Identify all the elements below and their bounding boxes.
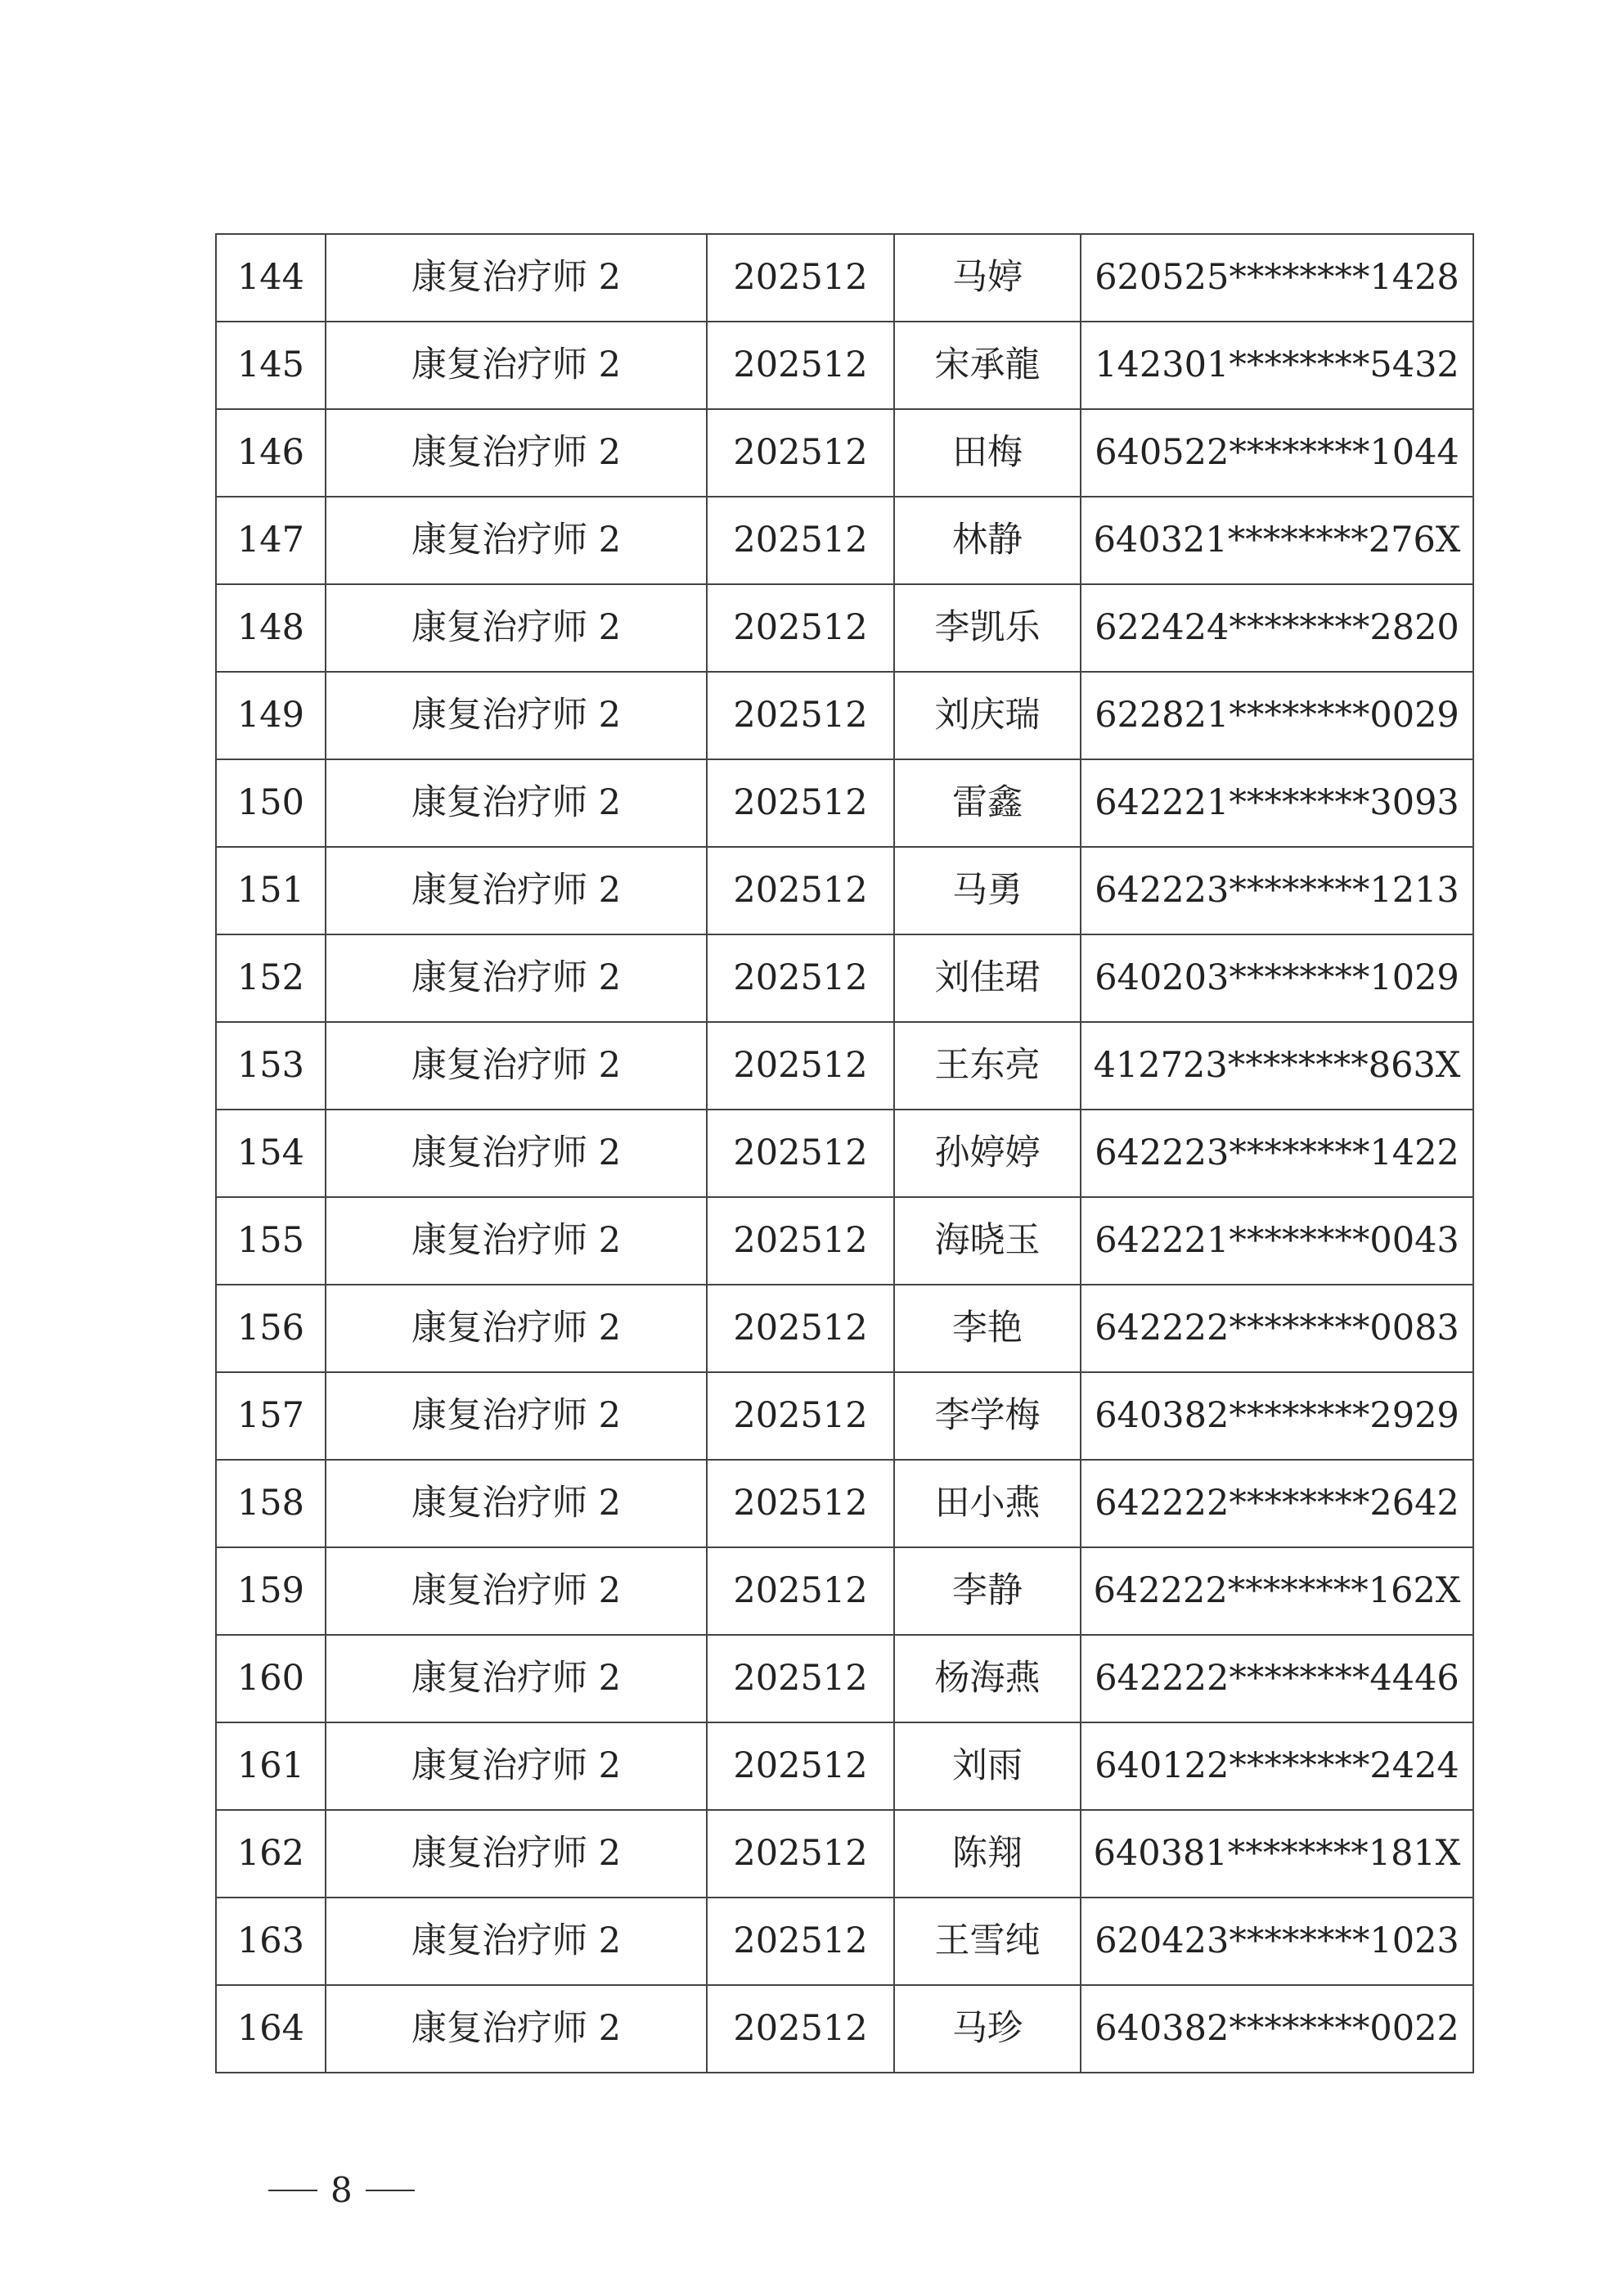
position-code: 202512	[707, 1722, 894, 1810]
position-name: 康复治疗师 2	[326, 1197, 707, 1285]
position-code: 202512	[707, 1635, 894, 1722]
id-number: 640122********2424	[1081, 1722, 1473, 1810]
candidate-name: 王雪纯	[894, 1898, 1081, 1985]
candidate-name: 海晓玉	[894, 1197, 1081, 1285]
id-number: 640381********181X	[1081, 1810, 1473, 1898]
page-footer	[268, 2170, 415, 2210]
table-row	[216, 934, 1473, 1022]
position-name: 康复治疗师 2	[326, 1110, 707, 1197]
id-number: 640203********1029	[1081, 934, 1473, 1022]
position-name: 康复治疗师 2	[326, 1547, 707, 1635]
candidate-name: 杨海燕	[894, 1635, 1081, 1722]
candidate-name: 李学梅	[894, 1372, 1081, 1460]
position-code: 202512	[707, 322, 894, 409]
page-number: 8	[330, 2170, 353, 2210]
position-name: 康复治疗师 2	[326, 1285, 707, 1372]
id-number: 642222********0083	[1081, 1285, 1473, 1372]
position-code: 202512	[707, 1022, 894, 1110]
position-name: 康复治疗师 2	[326, 1460, 707, 1547]
position-code: 202512	[707, 1985, 894, 2073]
candidate-name: 孙婷婷	[894, 1110, 1081, 1197]
row-number: 157	[216, 1372, 326, 1460]
position-code: 202512	[707, 1547, 894, 1635]
row-number: 161	[216, 1722, 326, 1810]
row-number: 145	[216, 322, 326, 409]
row-number: 160	[216, 1635, 326, 1722]
candidate-name: 马珍	[894, 1985, 1081, 2073]
table-row	[216, 759, 1473, 847]
id-number: 642221********0043	[1081, 1197, 1473, 1285]
candidate-name: 刘雨	[894, 1722, 1081, 1810]
row-number: 150	[216, 759, 326, 847]
candidate-name: 马婷	[894, 234, 1081, 322]
row-number: 146	[216, 409, 326, 497]
id-number: 142301********5432	[1081, 322, 1473, 409]
position-name: 康复治疗师 2	[326, 1722, 707, 1810]
position-code: 202512	[707, 584, 894, 672]
table-row	[216, 1985, 1473, 2073]
position-name: 康复治疗师 2	[326, 1635, 707, 1722]
position-code: 202512	[707, 1898, 894, 1985]
position-code: 202512	[707, 409, 894, 497]
position-name: 康复治疗师 2	[326, 409, 707, 497]
candidate-name: 田小燕	[894, 1460, 1081, 1547]
position-name: 康复治疗师 2	[326, 934, 707, 1022]
candidate-name: 刘庆瑞	[894, 672, 1081, 759]
footer-dash-left	[268, 2190, 317, 2191]
candidate-table	[215, 233, 1474, 2073]
table-row	[216, 1022, 1473, 1110]
id-number: 620525********1428	[1081, 234, 1473, 322]
table-row	[216, 322, 1473, 409]
table-row	[216, 1110, 1473, 1197]
position-code: 202512	[707, 672, 894, 759]
position-code: 202512	[707, 1810, 894, 1898]
position-name: 康复治疗师 2	[326, 497, 707, 584]
row-number: 156	[216, 1285, 326, 1372]
candidate-name: 王东亮	[894, 1022, 1081, 1110]
table-row	[216, 847, 1473, 934]
candidate-name: 刘佳珺	[894, 934, 1081, 1022]
position-name: 康复治疗师 2	[326, 1898, 707, 1985]
id-number: 412723********863X	[1081, 1022, 1473, 1110]
position-code: 202512	[707, 847, 894, 934]
row-number: 155	[216, 1197, 326, 1285]
table-row	[216, 1372, 1473, 1460]
table-row	[216, 672, 1473, 759]
id-number: 642222********162X	[1081, 1547, 1473, 1635]
candidate-name: 李艳	[894, 1285, 1081, 1372]
row-number: 152	[216, 934, 326, 1022]
table-row	[216, 234, 1473, 322]
position-name: 康复治疗师 2	[326, 234, 707, 322]
table-row	[216, 584, 1473, 672]
position-name: 康复治疗师 2	[326, 1372, 707, 1460]
row-number: 159	[216, 1547, 326, 1635]
table-row	[216, 1635, 1473, 1722]
position-code: 202512	[707, 1285, 894, 1372]
position-name: 康复治疗师 2	[326, 1022, 707, 1110]
candidate-name: 林静	[894, 497, 1081, 584]
id-number: 642221********3093	[1081, 759, 1473, 847]
row-number: 158	[216, 1460, 326, 1547]
candidate-name: 李静	[894, 1547, 1081, 1635]
table-row	[216, 1722, 1473, 1810]
position-name: 康复治疗师 2	[326, 1985, 707, 2073]
position-name: 康复治疗师 2	[326, 1810, 707, 1898]
position-code: 202512	[707, 1197, 894, 1285]
row-number: 151	[216, 847, 326, 934]
position-code: 202512	[707, 1460, 894, 1547]
table-row	[216, 1898, 1473, 1985]
id-number: 640382********0022	[1081, 1985, 1473, 2073]
row-number: 149	[216, 672, 326, 759]
candidate-name: 马勇	[894, 847, 1081, 934]
candidate-name: 李凯乐	[894, 584, 1081, 672]
id-number: 642223********1213	[1081, 847, 1473, 934]
position-name: 康复治疗师 2	[326, 584, 707, 672]
position-name: 康复治疗师 2	[326, 322, 707, 409]
table-row	[216, 1460, 1473, 1547]
position-code: 202512	[707, 497, 894, 584]
id-number: 642222********2642	[1081, 1460, 1473, 1547]
row-number: 153	[216, 1022, 326, 1110]
id-number: 640382********2929	[1081, 1372, 1473, 1460]
row-number: 163	[216, 1898, 326, 1985]
id-number: 642222********4446	[1081, 1635, 1473, 1722]
id-number: 642223********1422	[1081, 1110, 1473, 1197]
id-number: 640522********1044	[1081, 409, 1473, 497]
row-number: 147	[216, 497, 326, 584]
position-name: 康复治疗师 2	[326, 672, 707, 759]
position-code: 202512	[707, 1372, 894, 1460]
row-number: 162	[216, 1810, 326, 1898]
table-row	[216, 1547, 1473, 1635]
table-row	[216, 1285, 1473, 1372]
row-number: 164	[216, 1985, 326, 2073]
candidate-table-body	[216, 234, 1473, 2073]
id-number: 640321********276X	[1081, 497, 1473, 584]
id-number: 622424********2820	[1081, 584, 1473, 672]
table-row	[216, 497, 1473, 584]
position-code: 202512	[707, 234, 894, 322]
candidate-name: 宋承龍	[894, 322, 1081, 409]
candidate-name: 田梅	[894, 409, 1081, 497]
table-row	[216, 1197, 1473, 1285]
table-row	[216, 1810, 1473, 1898]
id-number: 622821********0029	[1081, 672, 1473, 759]
row-number: 144	[216, 234, 326, 322]
table-row	[216, 409, 1473, 497]
row-number: 154	[216, 1110, 326, 1197]
candidate-name: 陈翔	[894, 1810, 1081, 1898]
id-number: 620423********1023	[1081, 1898, 1473, 1985]
footer-dash-right	[366, 2190, 415, 2191]
position-code: 202512	[707, 934, 894, 1022]
position-name: 康复治疗师 2	[326, 847, 707, 934]
candidate-name: 雷鑫	[894, 759, 1081, 847]
row-number: 148	[216, 584, 326, 672]
position-code: 202512	[707, 759, 894, 847]
position-code: 202512	[707, 1110, 894, 1197]
position-name: 康复治疗师 2	[326, 759, 707, 847]
